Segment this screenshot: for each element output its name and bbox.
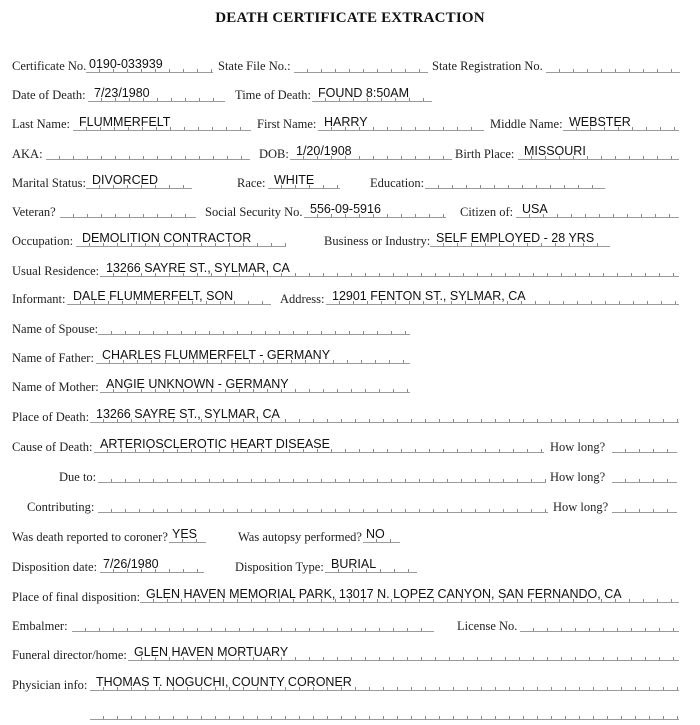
reported-to-coroner-label: Was death reported to coroner?: [12, 530, 168, 544]
spouse-field[interactable]: [98, 318, 410, 335]
father-value: CHARLES FLUMMERFELT - GERMANY: [102, 348, 331, 362]
place-of-final-disposition-field[interactable]: [140, 586, 679, 603]
dob-field[interactable]: [290, 143, 452, 160]
place-of-death-value: 13266 SAYRE ST., SYLMAR, CA: [96, 407, 280, 421]
contributing-label: Contributing:: [27, 500, 95, 514]
autopsy-performed-label: Was autopsy performed?: [238, 530, 362, 544]
first-name-value: HARRY: [324, 115, 368, 129]
license-no-field[interactable]: [520, 615, 679, 632]
occupation-field[interactable]: [76, 230, 286, 247]
disposition-type-field[interactable]: [325, 556, 417, 573]
aka-field[interactable]: [46, 143, 250, 160]
autopsy-performed-field[interactable]: [363, 526, 400, 543]
dob-label: DOB:: [259, 147, 289, 161]
dob-value: 1/20/1908: [296, 144, 352, 158]
cause-of-death-field[interactable]: [94, 436, 544, 453]
education-label: Education:: [370, 176, 425, 190]
usual-residence-field[interactable]: [100, 260, 679, 277]
state-registration-no-field[interactable]: [546, 56, 680, 73]
autopsy-performed-value: NO: [366, 527, 385, 541]
usual-residence-label: Usual Residence:: [12, 264, 100, 278]
informant-address-value: 12901 FENTON ST., SYLMAR, CA: [332, 289, 526, 303]
usual-residence-value: 13266 SAYRE ST., SYLMAR, CA: [106, 261, 290, 275]
informant-value: DALE FLUMMERFELT, SON: [73, 289, 234, 303]
disposition-type-value: BURIAL: [331, 557, 377, 571]
ssn-field[interactable]: [304, 201, 446, 218]
state-file-no-field[interactable]: [294, 56, 428, 73]
funeral-director-value: GLEN HAVEN MORTUARY: [134, 645, 289, 659]
race-field[interactable]: [268, 172, 340, 189]
spouse-label: Name of Spouse:: [12, 322, 99, 336]
due-to-how-long-field[interactable]: [612, 466, 677, 483]
last-name-value: FLUMMERFELT: [79, 115, 171, 129]
state-registration-no-label: State Registration No.: [432, 59, 543, 73]
last-name-label: Last Name:: [12, 117, 70, 131]
veteran-field[interactable]: [60, 201, 196, 218]
mother-label: Name of Mother:: [12, 380, 99, 394]
informant-address-field[interactable]: [326, 288, 679, 305]
race-value: WHITE: [274, 173, 315, 187]
date-of-death-label: Date of Death:: [12, 88, 86, 102]
state-file-no-label: State File No.:: [218, 59, 291, 73]
date-of-death-value: 7/23/1980: [94, 86, 150, 100]
embalmer-label: Embalmer:: [12, 619, 68, 633]
physician-info-line2-field[interactable]: [90, 703, 679, 720]
page-title: DEATH CERTIFICATE EXTRACTION: [215, 10, 485, 26]
race-label: Race:: [237, 176, 266, 190]
certificate-no-value: 0190-033939: [89, 57, 163, 71]
citizen-of-field[interactable]: [516, 201, 679, 218]
citizen-of-value: USA: [522, 202, 548, 216]
cause-of-death-value: ARTERIOSCLEROTIC HEART DISEASE: [100, 437, 330, 451]
funeral-director-field[interactable]: [128, 644, 679, 661]
contributing-how-long-field[interactable]: [612, 496, 677, 513]
place-of-final-disposition-value: GLEN HAVEN MEMORIAL PARK, 13017 N. LOPEZ CANYON, SAN FERNANDO, CA: [146, 587, 622, 601]
business-label: Business or Industry:: [324, 234, 431, 248]
business-field[interactable]: [430, 230, 610, 247]
contributing-field[interactable]: [98, 496, 548, 513]
due-to-label: Due to:: [59, 470, 97, 484]
due-to-field[interactable]: [98, 466, 546, 483]
first-name-label: First Name:: [257, 117, 317, 131]
disposition-date-value: 7/26/1980: [103, 557, 159, 571]
physician-info-field[interactable]: [90, 674, 679, 691]
place-of-final-disposition-label: Place of final disposition:: [12, 590, 141, 604]
embalmer-field[interactable]: [72, 615, 434, 632]
physician-info-label: Physician info:: [12, 678, 88, 692]
physician-info-value: THOMAS T. NOGUCHI, COUNTY CORONER: [96, 675, 352, 689]
cause-how-long-label: How long?: [550, 440, 606, 454]
business-value: SELF EMPLOYED - 28 YRS: [436, 231, 595, 245]
education-field[interactable]: [425, 172, 605, 189]
place-of-death-label: Place of Death:: [12, 410, 90, 424]
reported-to-coroner-value: YES: [172, 527, 198, 541]
mother-value: ANGIE UNKNOWN - GERMANY: [106, 377, 289, 391]
ssn-value: 556-09-5916: [310, 202, 381, 216]
aka-label: AKA:: [12, 147, 43, 161]
place-of-death-field[interactable]: [90, 406, 679, 423]
certificate-no-field[interactable]: [86, 56, 213, 73]
first-name-field[interactable]: [318, 114, 484, 131]
occupation-value: DEMOLITION CONTRACTOR: [82, 231, 252, 245]
disposition-date-field[interactable]: [100, 556, 204, 573]
license-no-label: License No.: [457, 619, 518, 633]
birth-place-label: Birth Place:: [455, 147, 515, 161]
ssn-label: Social Security No.: [205, 205, 303, 219]
disposition-type-label: Disposition Type:: [235, 560, 324, 574]
certificate-no-label: Certificate No.: [12, 59, 87, 73]
middle-name-label: Middle Name:: [490, 117, 563, 131]
middle-name-value: WEBSTER: [569, 115, 631, 129]
time-of-death-label: Time of Death:: [235, 88, 311, 102]
cause-of-death-label: Cause of Death:: [12, 440, 93, 454]
birth-place-field[interactable]: [518, 143, 679, 160]
mother-field[interactable]: [100, 376, 410, 393]
father-label: Name of Father:: [12, 351, 94, 365]
reported-to-coroner-field[interactable]: [169, 526, 206, 543]
father-field[interactable]: [96, 347, 410, 364]
marital-status-value: DIVORCED: [92, 173, 158, 187]
informant-field[interactable]: [67, 288, 271, 305]
middle-name-field[interactable]: [563, 114, 679, 131]
informant-address-label: Address:: [280, 292, 325, 306]
marital-status-field[interactable]: [86, 172, 192, 189]
marital-status-label: Marital Status:: [12, 176, 86, 190]
disposition-date-label: Disposition date:: [12, 560, 98, 574]
cause-how-long-field[interactable]: [612, 436, 677, 453]
time-of-death-value: FOUND 8:50AM: [318, 86, 409, 100]
date-of-death-field[interactable]: [88, 85, 225, 102]
last-name-field[interactable]: [73, 114, 251, 131]
occupation-label: Occupation:: [12, 234, 74, 248]
veteran-label: Veteran?: [12, 205, 56, 219]
birth-place-value: MISSOURI: [524, 144, 586, 158]
informant-label: Informant:: [12, 292, 66, 306]
time-of-death-field[interactable]: [312, 85, 432, 102]
citizen-of-label: Citizen of:: [460, 205, 514, 219]
funeral-director-label: Funeral director/home:: [12, 648, 127, 662]
contributing-how-long-label: How long?: [553, 500, 609, 514]
due-to-how-long-label: How long?: [550, 470, 606, 484]
